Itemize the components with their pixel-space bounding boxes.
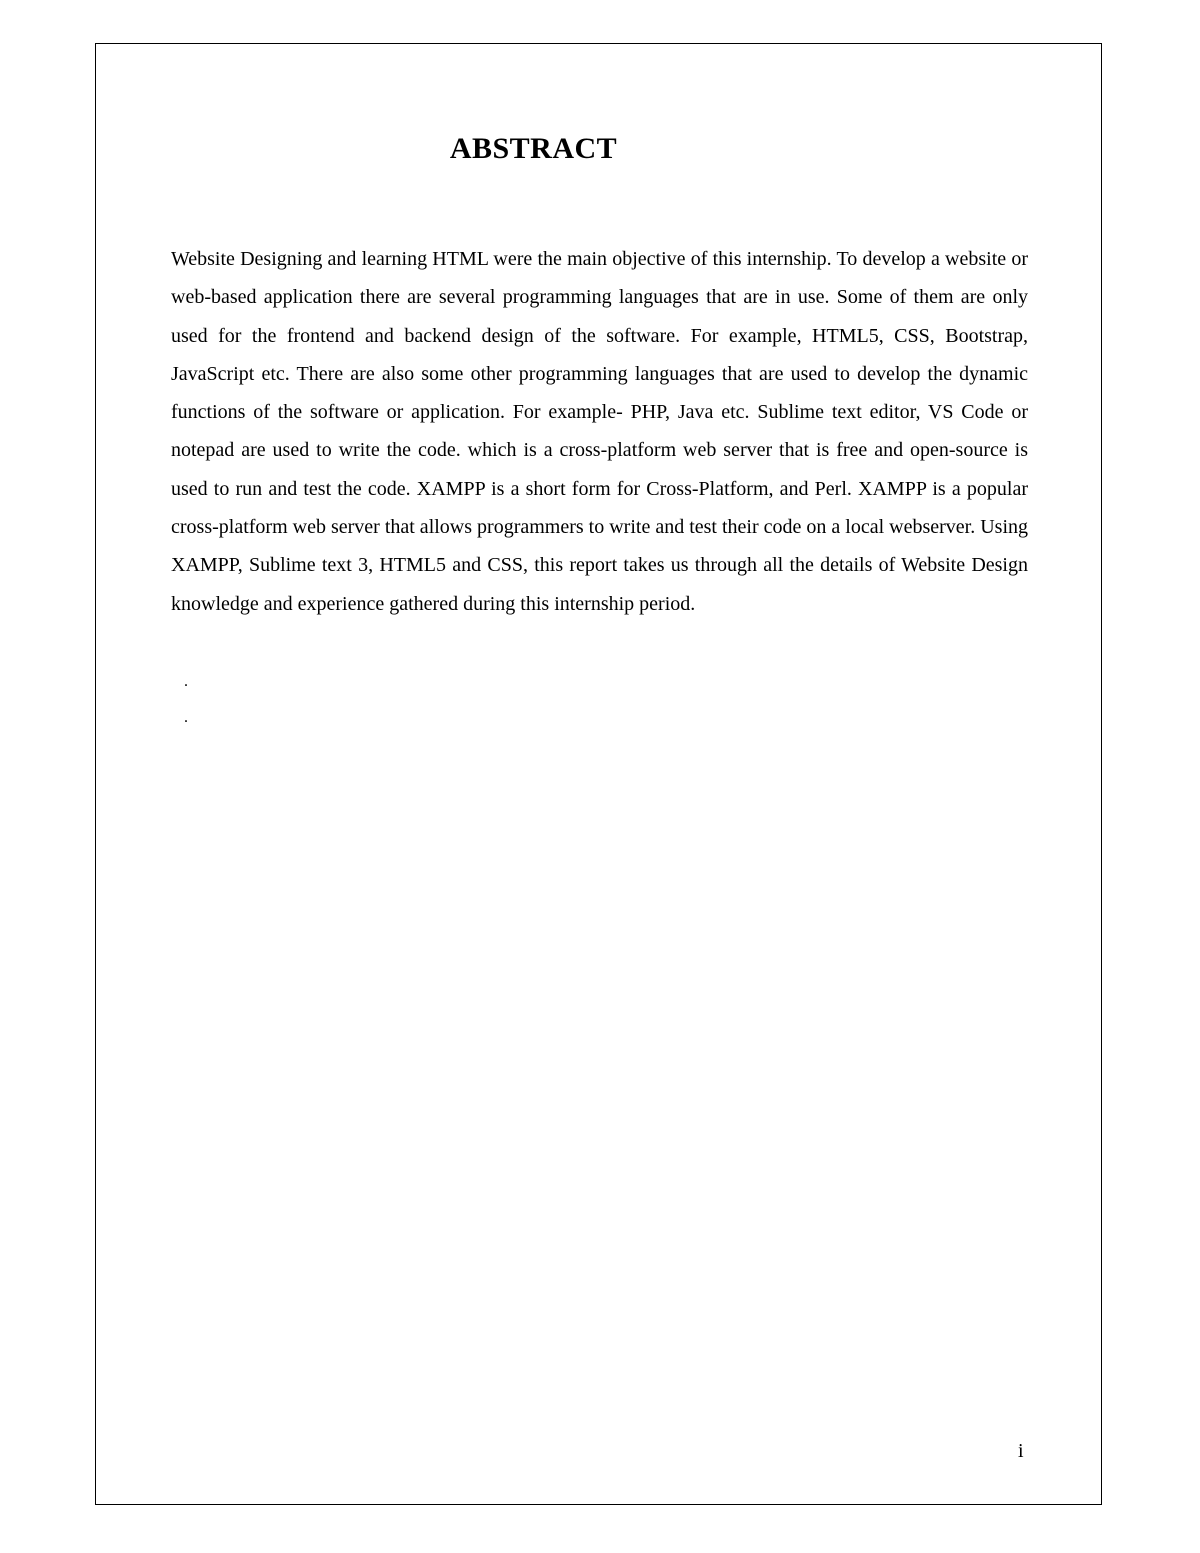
abstract-paragraph: Website Designing and learning HTML were the main objective of this internship. To develop a website or web-based application there are several programming languages that are in use. Some of them are only used for the frontend and backend design of the software. For example, HTML5, CSS, Bootstrap, JavaScript etc. There are also some other programming languages that are used to develop the dynamic functions of the software or application. For example- PHP, Java etc. Sublime text editor, VS Code or notepad are used to write the code. which is a cross-platform web server that is free and open-source is used to run and test the code. XAMPP is a short form for Cross-Platform, and Perl. XAMPP is a popular cross-platform web server that allows programmers to write and test their code on a local webserver. Using XAMPP, Sublime text 3, HTML5 and CSS, this report takes us through all the details of Website Design knowledge and experience gathered during this internship period. [171, 248, 1028, 615]
stray-dot: . [184, 709, 188, 726]
page-title: ABSTRACT [449, 132, 618, 165]
page-number: i [1018, 1440, 1024, 1462]
stray-dot: . [184, 673, 188, 690]
